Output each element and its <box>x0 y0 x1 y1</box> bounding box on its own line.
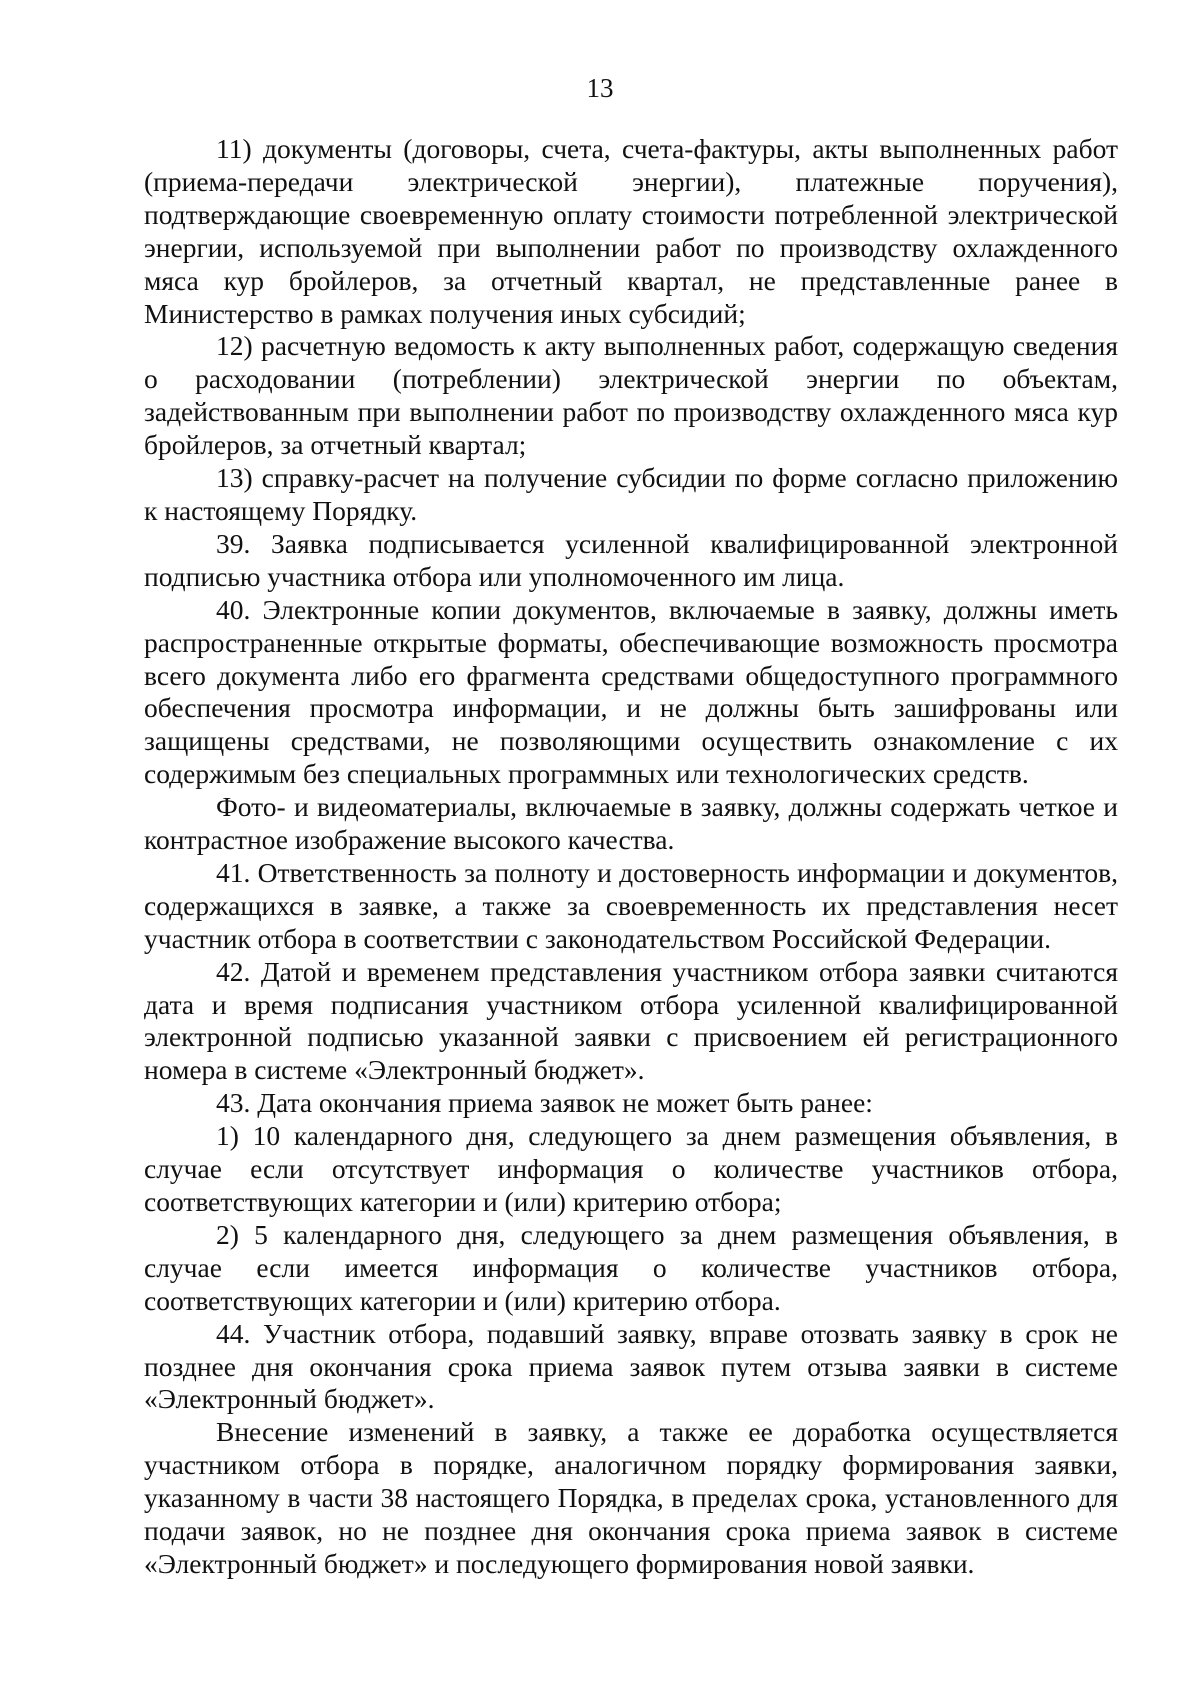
clause-42: 42. Датой и временем представления участником отбора заявки считаются дата и время подписания участником отбора усиленной квалифицированной электронной подписью указанной заявки с присвоением ей регистрационного номера в системе «Электронный бюджет». <box>144 955 1118 1086</box>
clause-40-media: Фото- и видеоматериалы, включаемые в заявку, должны содержать четкое и контрастное изображение высокого качества. <box>144 791 1118 856</box>
clause-43-item-1: 1) 10 календарного дня, следующего за днем размещения объявления, в случае если отсутствует информация о количестве участников отбора, соответствующих категории и (или) критерию отбора; <box>144 1120 1118 1217</box>
clause-44: 44. Участник отбора, подавший заявку, вправе отозвать заявку в срок не позднее дня окончания срока приема заявок путем отзыва заявки в системе «Электронный бюджет». <box>144 1317 1118 1415</box>
document-body <box>144 133 1118 1581</box>
page-number: 13 <box>586 73 614 103</box>
clause-39: 39. Заявка подписывается усиленной квалифицированной электронной подписью участника отбора или уполномоченного им лица. <box>144 527 1118 592</box>
clause-43-item-2: 2) 5 календарного дня, следующего за днем размещения объявления, в случае если имеется информация о количестве участников отбора, соответствующих категории и (или) критерию отбора. <box>144 1218 1118 1316</box>
clause-43: 43. Дата окончания приема заявок не может быть ранее: <box>216 1087 873 1119</box>
item-12-calculation-sheet: 12) расчетную ведомость к акту выполненных работ, содержащую сведения о расходовании (потреблении) электрической энергии по объектам, задействованным при выполнении работ по производству охлажденного мяса кур бройлеров, за отчетный квартал; <box>144 330 1118 461</box>
item-11-documents: 11) документы (договоры, счета, счета-фактуры, акты выполненных работ (приема-передачи электрической энергии), платежные поручения), подтверждающие своевременную оплату стоимости потребленной электрической энергии, используемой при выполнении работ по производству охлажденного мяса кур бройлеров, за отчетный квартал, не представленные ранее в Министерство в рамках получения иных субсидий; <box>144 133 1118 329</box>
clause-44-amendments: Внесение изменений в заявку, а также ее доработка осуществляется участником отбора в порядке, аналогичном порядку формирования заявки, указанному в части 38 настоящего Порядка, в пределах срока, установленного для подачи заявок, но не позднее дня окончания срока приема заявок в системе «Электронный бюджет» и последующего формирования новой заявки. <box>144 1416 1118 1579</box>
clause-41: 41. Ответственность за полноту и достоверность информации и документов, содержащихся в заявке, а также за своевременность их представления несет участник отбора в соответствии с законодательством Российской Федерации. <box>144 856 1118 954</box>
clause-40: 40. Электронные копии документов, включаемые в заявку, должны иметь распространенные открытые форматы, обеспечивающие возможность просмотра всего документа либо его фрагмента средствами общедоступного программного обеспечения просмотра информации, и не должны быть зашифрованы или защищены средствами, не позволяющими осуществить ознакомление с их содержимым без специальных программных или технологических средств. <box>144 593 1118 790</box>
item-13-calculation-certificate: 13) справку-расчет на получение субсидии по форме согласно приложению к настоящему Порядку. <box>144 462 1118 526</box>
